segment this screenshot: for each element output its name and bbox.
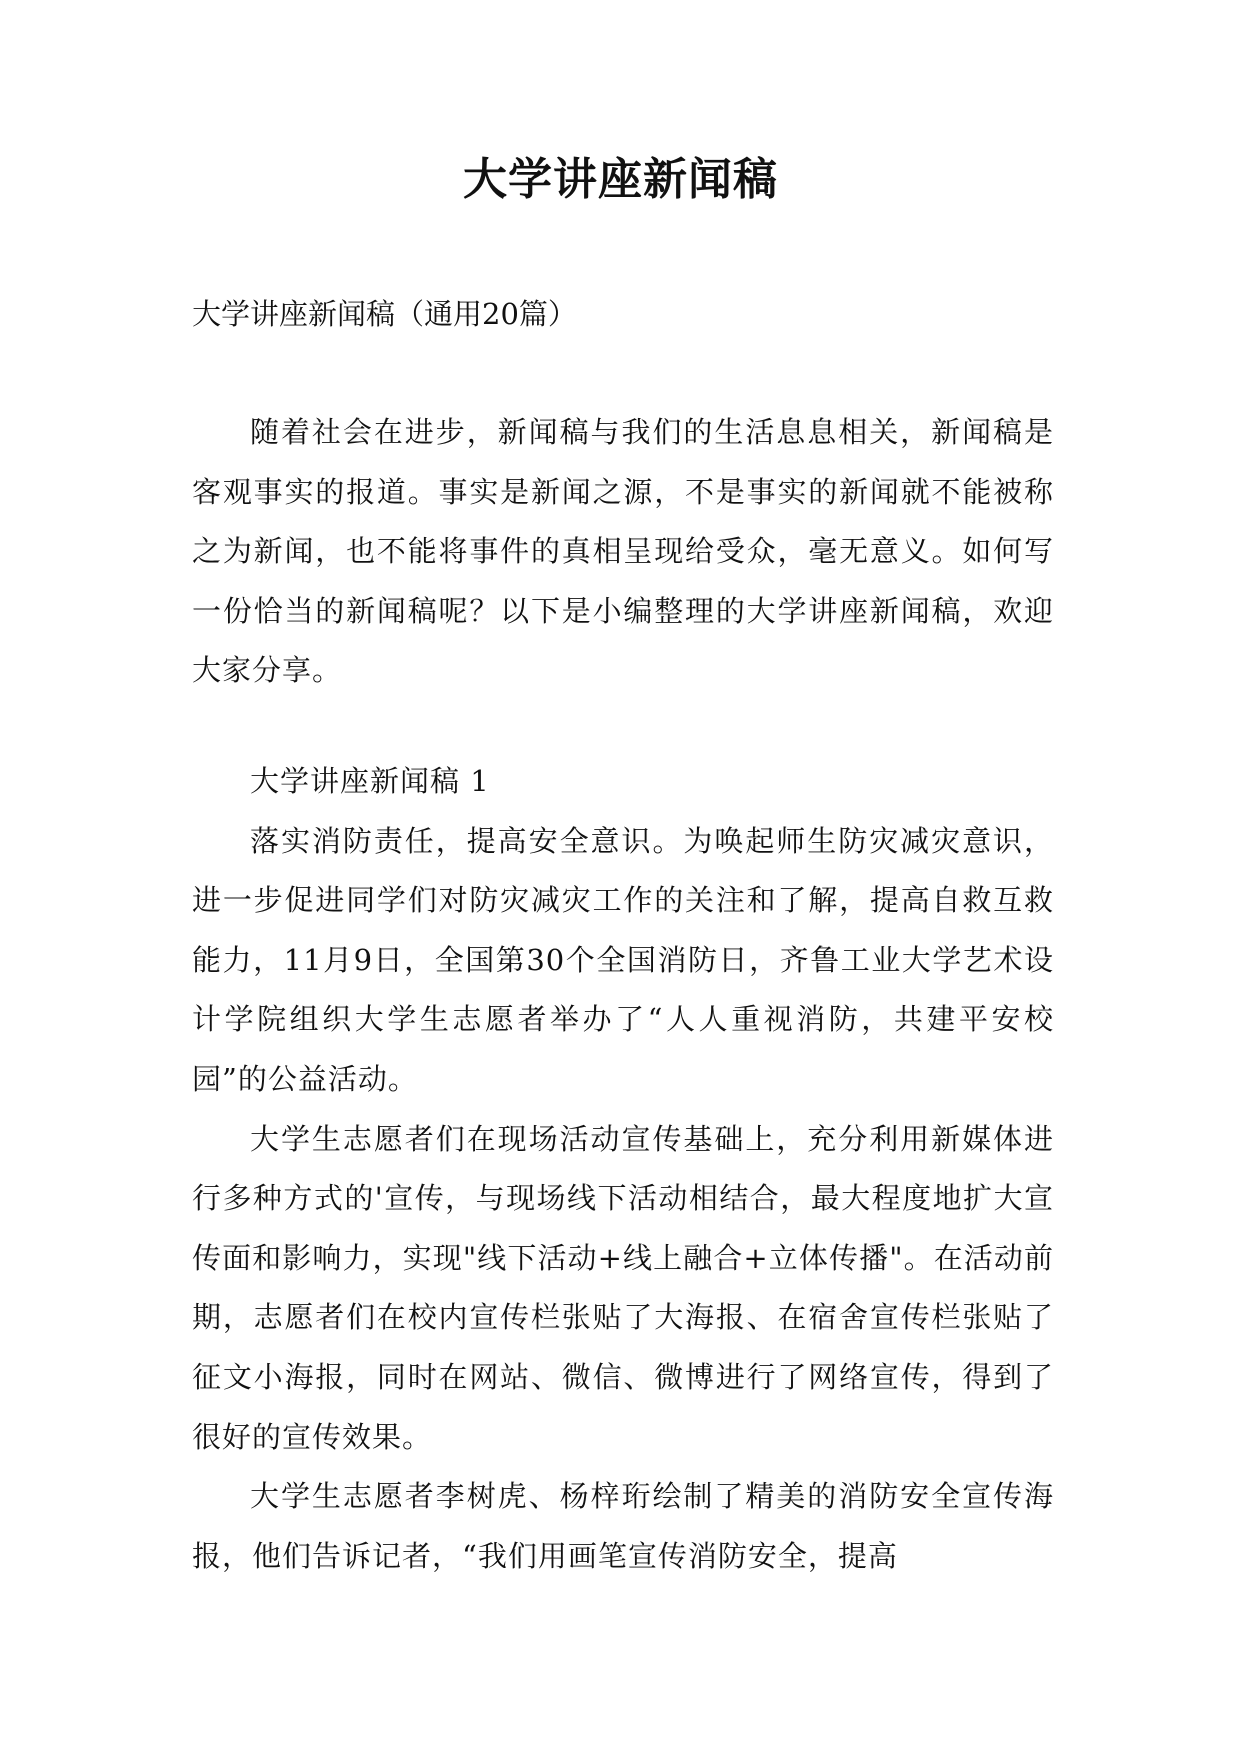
- article-section: [192, 752, 1054, 1586]
- document-subtitle: 大学讲座新闻稿（通用20篇）: [192, 297, 577, 331]
- body-paragraph: 大学生志愿者们在现场活动宣传基础上，充分利用新媒体进行多种方式的'宣传，与现场线下活动相结合，最大程度地扩大宣传面和影响力，实现"线下活动+线上融合+立体传播"。在活动前期，志愿者们在校内宣传栏张贴了大海报、在宿舍宣传栏张贴了征文小海报，同时在网站、微信、微博进行了网络宣传，得到了很好的宣传效果。: [192, 1121, 1054, 1454]
- body-paragraph: 大学生志愿者李树虎、杨梓珩绘制了精美的消防安全宣传海报，他们告诉记者，“我们用画笔宣传消防安全，提高: [192, 1479, 1054, 1573]
- body-paragraph: 落实消防责任，提高安全意识。为唤起师生防灾减灾意识，进一步促进同学们对防灾减灾工作的关注和了解，提高自救互救能力，11月9日，全国第30个全国消防日，齐鲁工业大学艺术设计学院组织大学生志愿者举办了“人人重视消防，共建平安校园”的公益活动。: [192, 823, 1054, 1096]
- intro-paragraph: 随着社会在进步，新闻稿与我们的生活息息相关，新闻稿是客观事实的报道。事实是新闻之源，不是事实的新闻就不能被称之为新闻，也不能将事件的真相呈现给受众，毫无意义。如何写一份恰当的新闻稿呢？以下是小编整理的大学讲座新闻稿，欢迎大家分享。: [192, 415, 1054, 688]
- section-heading: 大学讲座新闻稿 1: [250, 764, 490, 798]
- document-title: 大学讲座新闻稿: [463, 154, 778, 205]
